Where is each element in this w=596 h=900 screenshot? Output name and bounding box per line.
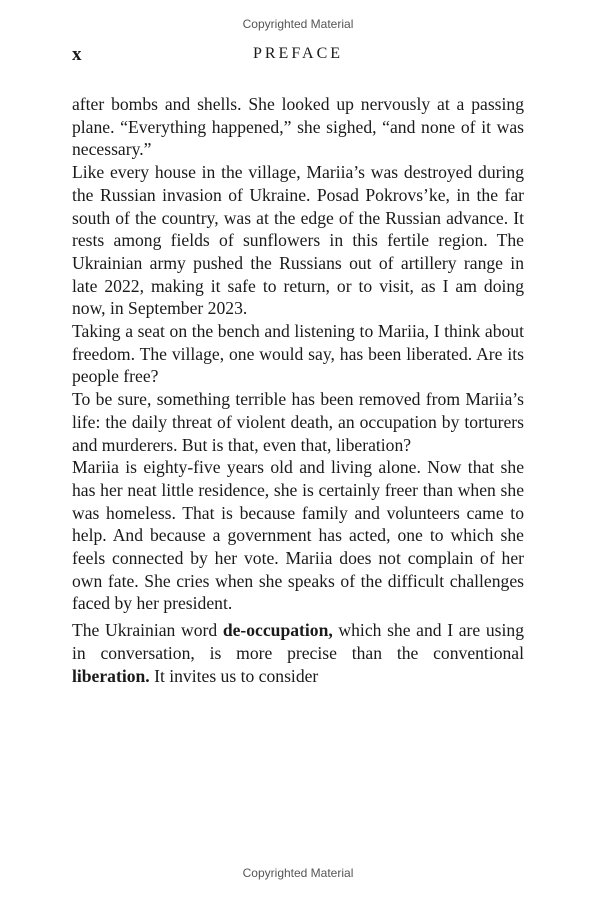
term-liberation: liberation. (72, 665, 150, 686)
body-text (72, 93, 524, 687)
running-head (72, 44, 524, 70)
copyright-notice-bottom: Copyrighted Material (242, 866, 354, 880)
paragraph-4: To be sure, something terrible has been removed from Mariia’s life: the daily threat of violent death, an occupation by torturers and murderers. But is that, even that, liberation? (72, 389, 524, 455)
page-number: x (72, 44, 82, 65)
paragraph-1: after bombs and shells. She looked up nervously at a passing plane. “Everything happened,” she sighed, “and none of it was necessary.” (72, 94, 524, 160)
paragraph-3: Taking a seat on the bench and listening to Mariia, I think about freedom. The village, one would say, has been liberated. Are its people free? (72, 321, 524, 387)
term-de-occupation: de-occupation, (222, 620, 333, 641)
paragraph-2: Like every house in the village, Mariia’s was destroyed during the Russian invasion of Ukraine. Posad Pokrovs’ke, in the far south of the country, was at the edge of the Russian advance. It rests among fields of sunflowers in this fertile region. The Ukrainian army pushed the Russians out of artillery range in late 2022, making it safe to return, or to visit, as I am doing now, in September 2023. (72, 162, 524, 319)
copyright-notice-top: Copyrighted Material (242, 17, 354, 31)
chapter-title: PREFACE (252, 45, 344, 62)
paragraph-5: Mariia is eighty-five years old and living alone. Now that she has her neat little residence, she is certainly freer than when she was homeless. That is because family and volunteers came to help. And because a government has acted, one to which she feels connected by her vote. Mariia does not complain of her own fate. She cries when she speaks of the difficult challenges faced by her president. (72, 457, 524, 614)
paragraph-6-text-a: The Ukrainian word (72, 620, 223, 641)
paragraph-6-text-c: It invites us to consider (149, 665, 319, 686)
paragraph-6 (72, 619, 524, 687)
paragraph-6-text-b: which she and I are using in conversation, is more precise than the conventional (72, 620, 524, 663)
